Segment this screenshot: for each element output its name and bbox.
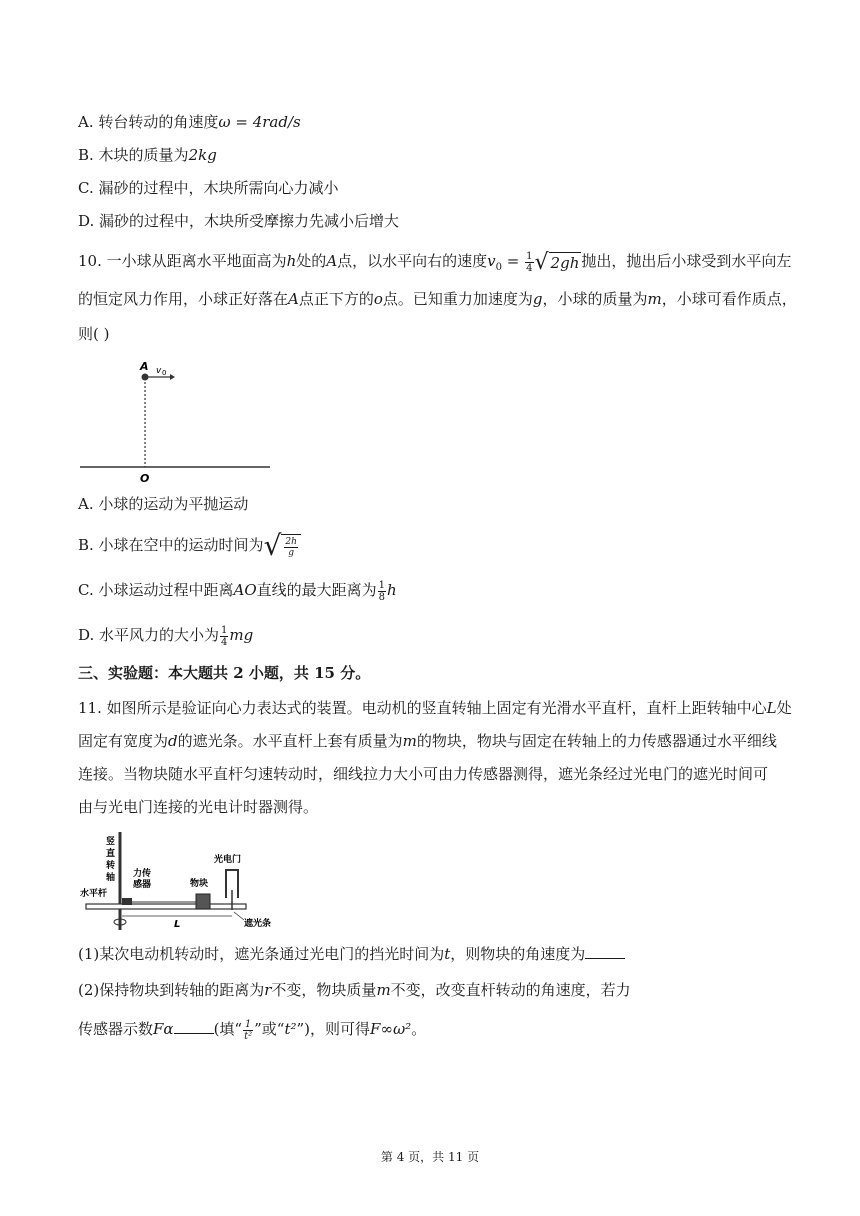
frac-den: t² [244, 1030, 253, 1042]
q11-stem-line1 [78, 697, 792, 719]
q11-text: 的物块，物块与固定在转轴上的力传感器通过水平细线 [416, 732, 777, 750]
sqrt-2gh [535, 251, 582, 274]
q10-option-b [78, 529, 301, 562]
strip-label: 遮光条 [244, 919, 272, 929]
fig-label-O: O [140, 472, 150, 484]
sub-text: (1)某次电动机转动时，遮光条通过光电门的挡光时间为 [78, 945, 445, 963]
q10-stem-line1 [78, 250, 791, 279]
q11-sub1 [78, 943, 625, 965]
answer-blank[interactable] [585, 944, 625, 959]
math-h: h [286, 252, 297, 270]
sub-text: 。 [411, 1020, 427, 1038]
math-t2: t² [284, 1020, 297, 1038]
shaft-label-2: 直 [106, 849, 116, 859]
q11-stem-line4: 由与光电门连接的光电计时器测得。 [78, 798, 319, 816]
math-g: g [532, 290, 543, 308]
q11-text: 处 [776, 699, 792, 717]
shaft-label-4: 轴 [106, 873, 116, 883]
math-d: d [168, 732, 178, 750]
q9-option-b [78, 144, 217, 166]
q10-text: 的恒定风力作用，小球正好落在 [78, 290, 289, 308]
option-text: 直线的最大距离为 [256, 581, 377, 599]
fig-label-v0-sub: 0 [162, 369, 167, 377]
sqrt-body: 2gh [550, 254, 580, 272]
q11-apparatus-figure [78, 830, 298, 932]
q10-option-c [78, 579, 397, 603]
math-eq: = [502, 252, 525, 270]
force-sensor [122, 898, 132, 905]
gate-label: 光电门 [214, 855, 242, 865]
math-m: m [376, 981, 391, 999]
math-h: h [387, 581, 397, 599]
q10-text: ，小球可看作质点， [661, 290, 797, 308]
q9-option-d: D. 漏砂的过程中，木块所受摩擦力先减小后增大 [78, 212, 400, 230]
math-v0-sub: 0 [495, 262, 503, 273]
q11-text: 的遮光条。水平直杆上套有质量为 [177, 732, 403, 750]
sub-text: ，则物块的角速度为 [450, 945, 586, 963]
frac-num: 1 [526, 250, 533, 262]
rod-label: 水平杆 [80, 889, 108, 899]
shaft-label-3: 转 [106, 861, 116, 871]
math-m: m [647, 290, 662, 308]
sensor-label-1: 力传 [133, 869, 152, 879]
strip-leader-line [234, 912, 244, 920]
q11-sub2-line2 [78, 1018, 426, 1042]
fig-label-v: v [156, 366, 162, 376]
sub-text: ”或“ [254, 1020, 285, 1038]
math-A: A [326, 252, 338, 270]
ball [142, 374, 149, 381]
frac-num: 1 [221, 624, 228, 636]
option-a-math: ω = 4rad/s [218, 113, 301, 131]
sub-text: 不变，改变直杆转动的角速度，若力 [390, 981, 631, 999]
option-a-text: A. 转台转动的角速度 [78, 113, 219, 131]
frac-num: 1 [378, 579, 386, 591]
math-L: L [766, 699, 777, 717]
option-text: C. 小球运动过程中距离 [78, 581, 234, 599]
option-b-text: B. 木块的质量为 [78, 146, 189, 164]
q10-stem-line3: 则( ) [78, 325, 110, 343]
q10-text: ，小球的质量为 [542, 290, 648, 308]
frac-den: g [288, 548, 295, 558]
sub-text: ”)，则可得 [296, 1020, 371, 1038]
block [196, 894, 210, 909]
math-o: o [373, 290, 383, 308]
q9-option-c: C. 漏砂的过程中，木块所需向心力减小 [78, 179, 339, 197]
section-heading: 三、实验题：本大题共 2 小题，共 15 分。 [78, 664, 371, 682]
sqrt-body [281, 534, 301, 558]
sub-text: (填“ [213, 1020, 243, 1038]
q11-text: 固定有宽度为 [78, 732, 169, 750]
math-r: r [264, 981, 272, 999]
page-footer: 第 4 页，共 11 页 [380, 1150, 480, 1164]
sub-text: (2)保持物块到转轴的距离为 [78, 981, 265, 999]
q11-sub2 [78, 979, 631, 1001]
frac-one-quarter [525, 251, 533, 274]
horizontal-rod [86, 904, 246, 909]
q10-text: 点，以水平向右的速度 [337, 252, 488, 270]
option-b-math: 2kg [188, 146, 217, 164]
math-t: t [444, 945, 451, 963]
block-label: 物块 [190, 879, 209, 889]
sqrt-2h-over-g [263, 529, 301, 562]
q10-text: 抛出，抛出后小球受到水平向左 [581, 252, 792, 270]
math-F: Fα [153, 1020, 174, 1038]
frac-num: 2h [285, 537, 297, 547]
math-mg: mg [229, 626, 254, 644]
math-A: A [288, 290, 299, 308]
math-AO: AO [233, 581, 257, 599]
option-text: D. 水平风力的大小为 [78, 626, 220, 644]
q9-option-a [78, 111, 301, 133]
frac-2h-g [284, 537, 298, 558]
shaft-label-1: 竖 [106, 837, 116, 847]
arrow-head [170, 374, 175, 380]
sub-text: 传感器示数 [78, 1020, 154, 1038]
math-proportional: F∞ω² [370, 1020, 412, 1038]
fig-label-A: A [140, 360, 149, 373]
sensor-label-2: 感器 [133, 880, 152, 890]
q11-stem-line2 [78, 730, 777, 752]
q10-figure [78, 352, 278, 484]
q11-text: 11. 如图所示是验证向心力表达式的装置。电动机的竖直转轴上固定有光滑水平直杆，直杆上距转轴中心 [78, 699, 767, 717]
q10-option-a: A. 小球的运动为平抛运动 [78, 495, 249, 513]
q11-stem-line3: 连接。当物块随水平直杆匀速转动时，细线拉力大小可由力传感器测得，遮光条经过光电门的遮光时间可 [78, 765, 769, 783]
answer-blank[interactable] [174, 1019, 214, 1034]
sqrt-symbol: √ [534, 249, 549, 275]
frac-den: 4 [526, 262, 533, 274]
dimension-L: L [174, 919, 181, 930]
q10-text: 点。已知重力加速度为 [382, 290, 533, 308]
sub-text: 不变，物块质量 [271, 981, 377, 999]
math-m: m [402, 732, 417, 750]
frac-one-over-t2 [243, 1019, 253, 1042]
frac-den: 4 [221, 636, 228, 648]
math-v0: v [487, 252, 496, 270]
q10-text: 处的 [296, 252, 327, 270]
sqrt-symbol: √ [263, 529, 282, 562]
q10-text: 10. 一小球从距离水平地面高为 [78, 252, 287, 270]
frac-one-quarter [220, 625, 228, 648]
frac-num: 1 [244, 1018, 252, 1030]
q10-text: 点正下方的 [298, 290, 374, 308]
frac-den: 8 [378, 591, 386, 603]
q10-option-d [78, 624, 253, 648]
q10-stem-line2 [78, 288, 797, 310]
frac-one-eighth [378, 580, 386, 603]
option-text: B. 小球在空中的运动时间为 [78, 536, 264, 554]
